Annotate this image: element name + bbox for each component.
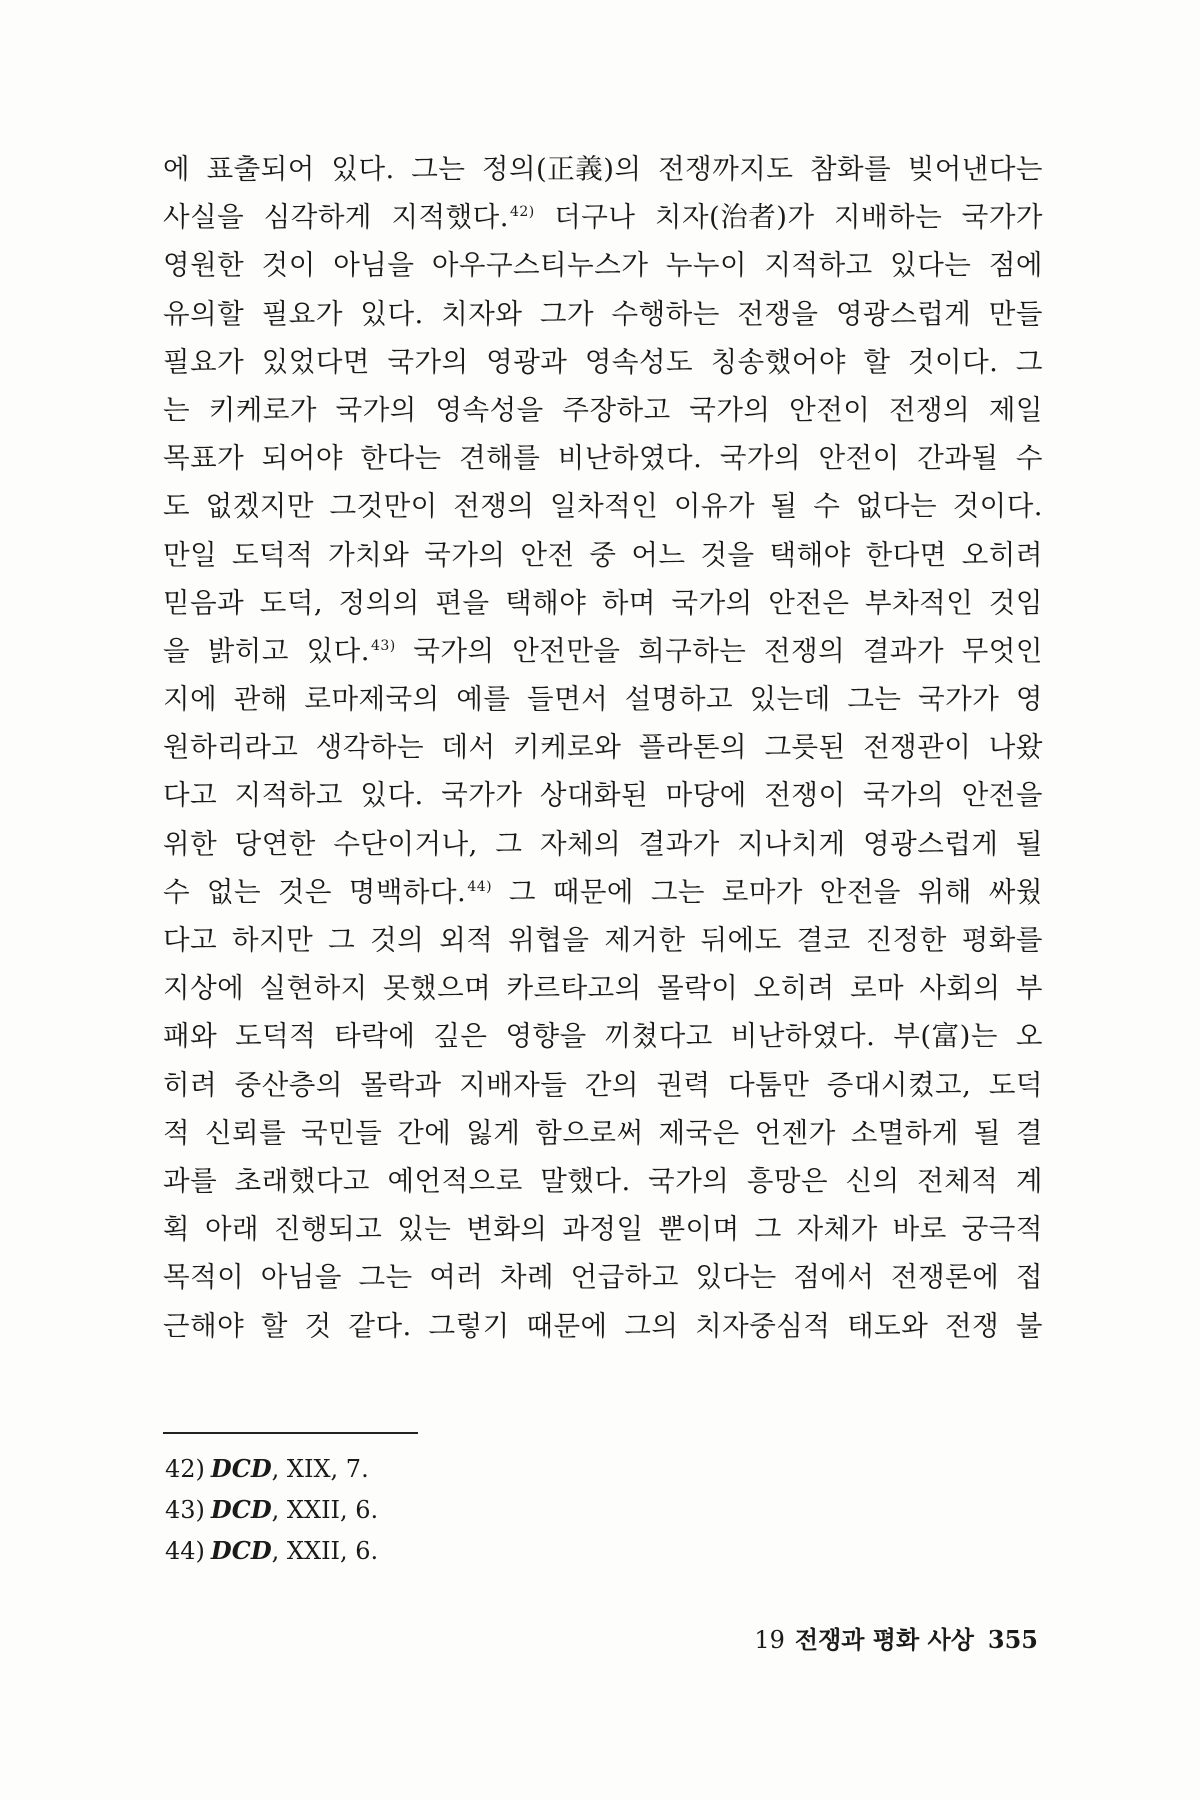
- word: 그는: [847, 683, 902, 716]
- word: 카르타고의: [506, 972, 642, 1005]
- word: 그: [495, 827, 523, 860]
- word: 결과가: [862, 634, 945, 667]
- word: 함으로써: [535, 1116, 644, 1149]
- word: 지배자들: [459, 1068, 568, 1101]
- text-line: [163, 338, 1043, 386]
- footnote-42: [165, 1448, 765, 1489]
- word: 히려: [163, 1068, 218, 1101]
- text-line: [163, 434, 1043, 482]
- word: 권력: [656, 1068, 711, 1101]
- word: 것이다.: [952, 490, 1043, 523]
- word: 전쟁: [945, 1309, 1000, 1342]
- word: 플라톤의: [638, 731, 748, 764]
- word: 신뢰를: [204, 1116, 287, 1149]
- word: 키케로가: [208, 393, 317, 426]
- text-line: [163, 193, 1043, 241]
- word: 바로: [892, 1213, 947, 1246]
- word: 아우구스티누스가: [431, 249, 649, 282]
- word: 근해야: [163, 1309, 245, 1342]
- word: 도덕적: [235, 1020, 317, 1053]
- word: 과를: [163, 1164, 218, 1197]
- word: 한다면: [865, 538, 947, 571]
- word: 국가의: [719, 442, 802, 475]
- word: 안전만을: [512, 634, 621, 667]
- word: 흥망은: [746, 1164, 829, 1197]
- word: 국가의: [648, 1164, 730, 1197]
- word: 접: [1015, 1261, 1043, 1294]
- word: 로마: [849, 972, 905, 1005]
- word: 국가가: [961, 201, 1043, 234]
- text-line: [163, 1109, 1043, 1157]
- word: 오히려: [961, 538, 1043, 571]
- word: 믿음과: [163, 586, 245, 619]
- word: 치자(治者)가: [654, 201, 815, 234]
- word: 있었다면: [261, 345, 370, 378]
- word: 영원한: [163, 249, 245, 282]
- word: 을: [163, 634, 191, 667]
- word: 아래: [204, 1213, 260, 1246]
- text-line: [163, 482, 1043, 530]
- chapter-number: 19: [754, 1626, 785, 1654]
- word: 일차적인: [550, 490, 659, 523]
- word: 없다는: [855, 490, 938, 523]
- word: 안전이: [789, 393, 871, 426]
- word: 부(富)는: [893, 1020, 998, 1053]
- word: 칭송했어야: [710, 345, 846, 378]
- word: 그의: [624, 1309, 679, 1342]
- word: 오: [1015, 1020, 1043, 1053]
- word: 차례: [499, 1261, 555, 1294]
- word: 영: [1015, 683, 1043, 716]
- word: 점에서: [793, 1261, 875, 1294]
- word: 편을: [435, 586, 490, 619]
- word: 한다는: [360, 442, 442, 475]
- word: 할: [863, 345, 891, 378]
- word: 결과가: [638, 827, 720, 860]
- footnote-reference: , XXII, 6.: [271, 1496, 379, 1524]
- word: 누누이: [665, 249, 748, 282]
- word: 정의(正義)의: [481, 153, 642, 185]
- word: 밝히고: [207, 634, 289, 667]
- word: 것: [304, 1309, 332, 1342]
- word: 국민들: [301, 1116, 383, 1149]
- word: 깊은: [433, 1020, 488, 1053]
- word: 지적하고: [764, 249, 873, 282]
- word: 전쟁론에: [891, 1261, 1000, 1294]
- word: 신의: [845, 1164, 900, 1197]
- word: 영향을: [505, 1020, 587, 1053]
- word: 치자와: [441, 297, 523, 330]
- word: 만일: [163, 538, 218, 571]
- word: 간의: [584, 1068, 639, 1101]
- word: 다고: [163, 924, 218, 956]
- word: 도덕적: [232, 538, 314, 571]
- word: 안전은: [768, 586, 850, 619]
- footnote-source: DCD: [210, 1536, 272, 1565]
- word: 것이: [261, 249, 316, 282]
- word: 그: [1015, 345, 1043, 378]
- word: 전쟁의: [888, 393, 971, 426]
- footnotes: [165, 1448, 765, 1571]
- word: 도덕,: [259, 586, 324, 619]
- word: 영광스럽게: [863, 827, 999, 860]
- word: 위해: [917, 875, 972, 908]
- word: 자체가: [796, 1213, 878, 1246]
- word: 지적하고: [234, 779, 343, 812]
- word: 무엇인: [961, 634, 1043, 667]
- word: 그: [328, 924, 356, 956]
- word: 만들: [988, 297, 1043, 330]
- word: 다툼만: [728, 1068, 810, 1101]
- text-line: [163, 1205, 1043, 1253]
- word: 국가가: [918, 683, 1000, 716]
- word: 제국은: [658, 1116, 740, 1149]
- word: 주장하고: [562, 393, 671, 426]
- word: 명백하다.$^{44)}$: [348, 875, 493, 908]
- footnote-marker[interactable]: 44): [467, 878, 493, 895]
- word: 결코: [796, 924, 851, 956]
- word: 것의: [370, 924, 425, 956]
- chapter-title: 전쟁과 평화 사상: [794, 1625, 974, 1654]
- word: 하지만: [232, 924, 314, 956]
- word: 것이다.: [907, 345, 999, 378]
- word: 비난하였다.: [730, 1020, 876, 1053]
- word: 평화를: [961, 924, 1043, 956]
- word: 택해야: [769, 538, 851, 571]
- word: 전쟁이: [764, 779, 846, 812]
- word: 설명하고: [624, 683, 734, 716]
- word: 없는: [206, 875, 262, 908]
- word: 적: [163, 1116, 191, 1149]
- word: 부: [1015, 972, 1043, 1005]
- footnote-marker[interactable]: 42): [509, 204, 535, 221]
- word: 도덕: [988, 1068, 1043, 1101]
- word: 자체의: [539, 827, 622, 860]
- word: 외적: [439, 924, 494, 956]
- word: 아님을: [333, 249, 415, 282]
- word: 말했다.: [540, 1164, 631, 1197]
- word: 가치와: [328, 538, 410, 571]
- word: 그는: [650, 875, 705, 908]
- word: 못했으며: [382, 972, 492, 1005]
- word: 는: [163, 393, 191, 426]
- footnote-source: DCD: [210, 1495, 272, 1524]
- word: 그것만이: [329, 490, 438, 523]
- word: 있다.$^{43)}$: [306, 634, 396, 667]
- word: 택해야: [505, 586, 587, 619]
- word: 변화의: [466, 1213, 548, 1246]
- word: 수: [1015, 442, 1043, 475]
- word: 국가가: [441, 779, 523, 812]
- word: 심각하게: [263, 201, 372, 234]
- word: 있는데: [749, 683, 831, 716]
- word: 목적이: [163, 1261, 245, 1294]
- word: 궁극적: [961, 1213, 1043, 1246]
- text-line: [163, 771, 1043, 819]
- word: 에: [163, 153, 191, 185]
- word: 당연한: [234, 827, 316, 860]
- word: 간과될: [917, 442, 999, 475]
- word: 같다.: [348, 1309, 412, 1342]
- word: 것은: [277, 875, 332, 908]
- word: 전쟁을: [737, 297, 819, 330]
- word: 과정일: [562, 1213, 644, 1246]
- text-line: [163, 1253, 1043, 1301]
- word: 수: [813, 490, 841, 523]
- word: 획: [163, 1213, 191, 1246]
- footnote-divider: [163, 1432, 418, 1434]
- word: 있는: [397, 1213, 452, 1246]
- word: 예언적으로: [387, 1164, 523, 1197]
- word: 빚어낸다는: [907, 153, 1043, 185]
- text-line: [163, 723, 1043, 771]
- word: 지나치게: [737, 827, 846, 860]
- word: 치자중심적: [695, 1309, 831, 1342]
- word: 그는: [411, 153, 466, 185]
- text-line: [163, 1157, 1043, 1205]
- word: 패와: [163, 1020, 218, 1053]
- word: 사회의: [919, 972, 1001, 1005]
- word: 전쟁의: [764, 634, 846, 667]
- footnote-44: [165, 1530, 765, 1571]
- text-line: [163, 241, 1043, 289]
- word: 실현하지: [259, 972, 368, 1005]
- word: 끼쳤다고: [604, 1020, 713, 1053]
- footnote-number: 43): [165, 1496, 205, 1524]
- word: 안전: [520, 538, 575, 571]
- word: 안전이: [818, 442, 900, 475]
- word: 되어야: [261, 442, 343, 475]
- text-line: [163, 820, 1043, 868]
- word: 지적했다.$^{42)}$: [391, 201, 535, 234]
- word: 비난하였다.: [557, 442, 703, 475]
- word: 때문에: [526, 1309, 608, 1342]
- word: 도: [163, 490, 191, 523]
- word: 다고: [163, 779, 218, 812]
- text-line: [163, 675, 1043, 723]
- word: 점에: [988, 249, 1043, 282]
- body-text: [163, 145, 1043, 1350]
- text-line: [163, 1012, 1043, 1060]
- word: 그: [508, 875, 536, 908]
- word: 유의할: [163, 297, 245, 330]
- word: 여러: [429, 1261, 484, 1294]
- word: 나왔: [988, 731, 1043, 764]
- word: 몰락과: [360, 1068, 442, 1101]
- word: 국가의: [413, 634, 495, 667]
- word: 필요가: [163, 345, 245, 378]
- text-line: [163, 145, 1043, 193]
- word: 있다는: [695, 1261, 777, 1294]
- word: 태도와: [847, 1309, 929, 1342]
- footnote-43: [165, 1489, 765, 1530]
- word: 수행하는: [611, 297, 720, 330]
- word: 아님을: [260, 1261, 342, 1294]
- word: 뒤에도: [700, 924, 782, 956]
- word: 마당에: [665, 779, 747, 812]
- word: 그가: [539, 297, 595, 330]
- word: 진정한: [865, 924, 947, 956]
- word: 수: [163, 875, 191, 908]
- text-line: [163, 916, 1043, 964]
- word: 그: [754, 1213, 782, 1246]
- word: 지배하는: [834, 201, 943, 234]
- footnote-number: 42): [165, 1455, 205, 1483]
- page-number: 355: [987, 1625, 1038, 1654]
- word: 제일: [988, 393, 1043, 426]
- word: 있다.: [360, 297, 424, 330]
- word: 때문에: [552, 875, 634, 908]
- word: 표출되어: [206, 153, 315, 185]
- word: 국가의: [424, 538, 506, 571]
- word: 타락에: [334, 1020, 416, 1053]
- word: 목표가: [163, 442, 245, 475]
- text-line: [163, 627, 1043, 675]
- word: 부차적인: [865, 586, 974, 619]
- footnote-number: 44): [165, 1537, 205, 1565]
- text-line: [163, 386, 1043, 434]
- word: 국가의: [335, 393, 417, 426]
- word: 국가의: [671, 586, 753, 619]
- text-line: [163, 1061, 1043, 1109]
- footnote-marker[interactable]: 43): [370, 637, 396, 654]
- word: 상대화된: [539, 779, 649, 812]
- text-line: [163, 290, 1043, 338]
- word: 지상에: [163, 972, 245, 1005]
- word: 될: [1015, 827, 1043, 860]
- word: 안전을: [961, 779, 1043, 812]
- footnote-source: DCD: [210, 1454, 272, 1483]
- footnote-reference: , XXII, 6.: [271, 1537, 379, 1565]
- word: 더구나: [554, 201, 636, 234]
- word: 로마가: [721, 875, 803, 908]
- word: 원하리라고: [163, 731, 299, 764]
- word: 국가의: [387, 345, 469, 378]
- word: 언젠가: [754, 1116, 836, 1149]
- text-line: [163, 964, 1043, 1012]
- word: 없겠지만: [205, 490, 314, 523]
- word: 예를: [456, 683, 511, 716]
- word: 견해를: [459, 442, 541, 475]
- word: 전쟁까지도: [658, 153, 794, 185]
- word: 뿐이며: [658, 1213, 740, 1246]
- word: 싸웠: [988, 875, 1043, 908]
- word: 전쟁의: [453, 490, 535, 523]
- word: 영속성도: [584, 345, 694, 378]
- word: 초래했다고: [234, 1164, 370, 1197]
- word: 로마제국의: [304, 683, 440, 716]
- word: 위협을: [508, 924, 590, 956]
- footnote-reference: , XIX, 7.: [271, 1455, 369, 1483]
- word: 필요가: [261, 297, 343, 330]
- word: 사실을: [163, 201, 245, 234]
- word: 결: [1015, 1116, 1043, 1149]
- word: 증대시켰고,: [826, 1068, 972, 1101]
- text-line: [163, 531, 1043, 579]
- word: 국가의: [689, 393, 771, 426]
- word: 하며: [601, 586, 656, 619]
- word: 영광스럽게: [835, 297, 972, 330]
- text-line: [163, 579, 1043, 627]
- word: 그릇된: [764, 731, 846, 764]
- word: 그는: [358, 1261, 413, 1294]
- word: 불: [1015, 1309, 1043, 1342]
- word: 데서: [441, 731, 496, 764]
- word: 것을: [700, 538, 755, 571]
- text-line: [163, 1302, 1043, 1350]
- word: 위한: [163, 827, 218, 860]
- word: 희구하는: [638, 634, 747, 667]
- word: 들면서: [527, 683, 609, 716]
- word: 중: [589, 538, 617, 571]
- word: 전쟁관이: [863, 731, 972, 764]
- word: 중산층의: [234, 1068, 343, 1101]
- word: 있다.: [360, 779, 424, 812]
- word: 언급하고: [570, 1261, 679, 1294]
- word: 국가의: [863, 779, 945, 812]
- word: 할: [260, 1309, 288, 1342]
- word: 간에: [397, 1116, 452, 1149]
- word: 있다.: [331, 153, 395, 185]
- text-line: [163, 868, 1043, 916]
- word: 그렇기: [428, 1309, 510, 1342]
- word: 생각하는: [315, 731, 425, 764]
- word: 어느: [631, 538, 686, 571]
- word: 수단이거나,: [333, 827, 478, 860]
- word: 잃게: [466, 1116, 521, 1149]
- word: 몰락이: [657, 972, 739, 1005]
- word: 정의의: [338, 586, 420, 619]
- word: 될: [770, 490, 798, 523]
- word: 소멸하게: [850, 1116, 959, 1149]
- word: 것임: [988, 586, 1043, 619]
- word: 전체적: [917, 1164, 999, 1197]
- word: 이유가: [673, 490, 756, 523]
- word: 진행되고: [274, 1213, 383, 1246]
- page-footer: [754, 1620, 1038, 1655]
- word: 제거한: [604, 924, 686, 956]
- word: 키케로와: [513, 731, 622, 764]
- word: 계: [1015, 1164, 1043, 1197]
- word: 안전을: [819, 875, 901, 908]
- word: 참화를: [809, 153, 892, 185]
- word: 될: [973, 1116, 1001, 1149]
- word: 영속성을: [435, 393, 544, 426]
- word: 있다는: [890, 249, 972, 282]
- word: 관해: [233, 683, 288, 716]
- word: 오히려: [753, 972, 835, 1005]
- word: 영광과: [486, 345, 568, 378]
- word: 지에: [163, 683, 218, 716]
